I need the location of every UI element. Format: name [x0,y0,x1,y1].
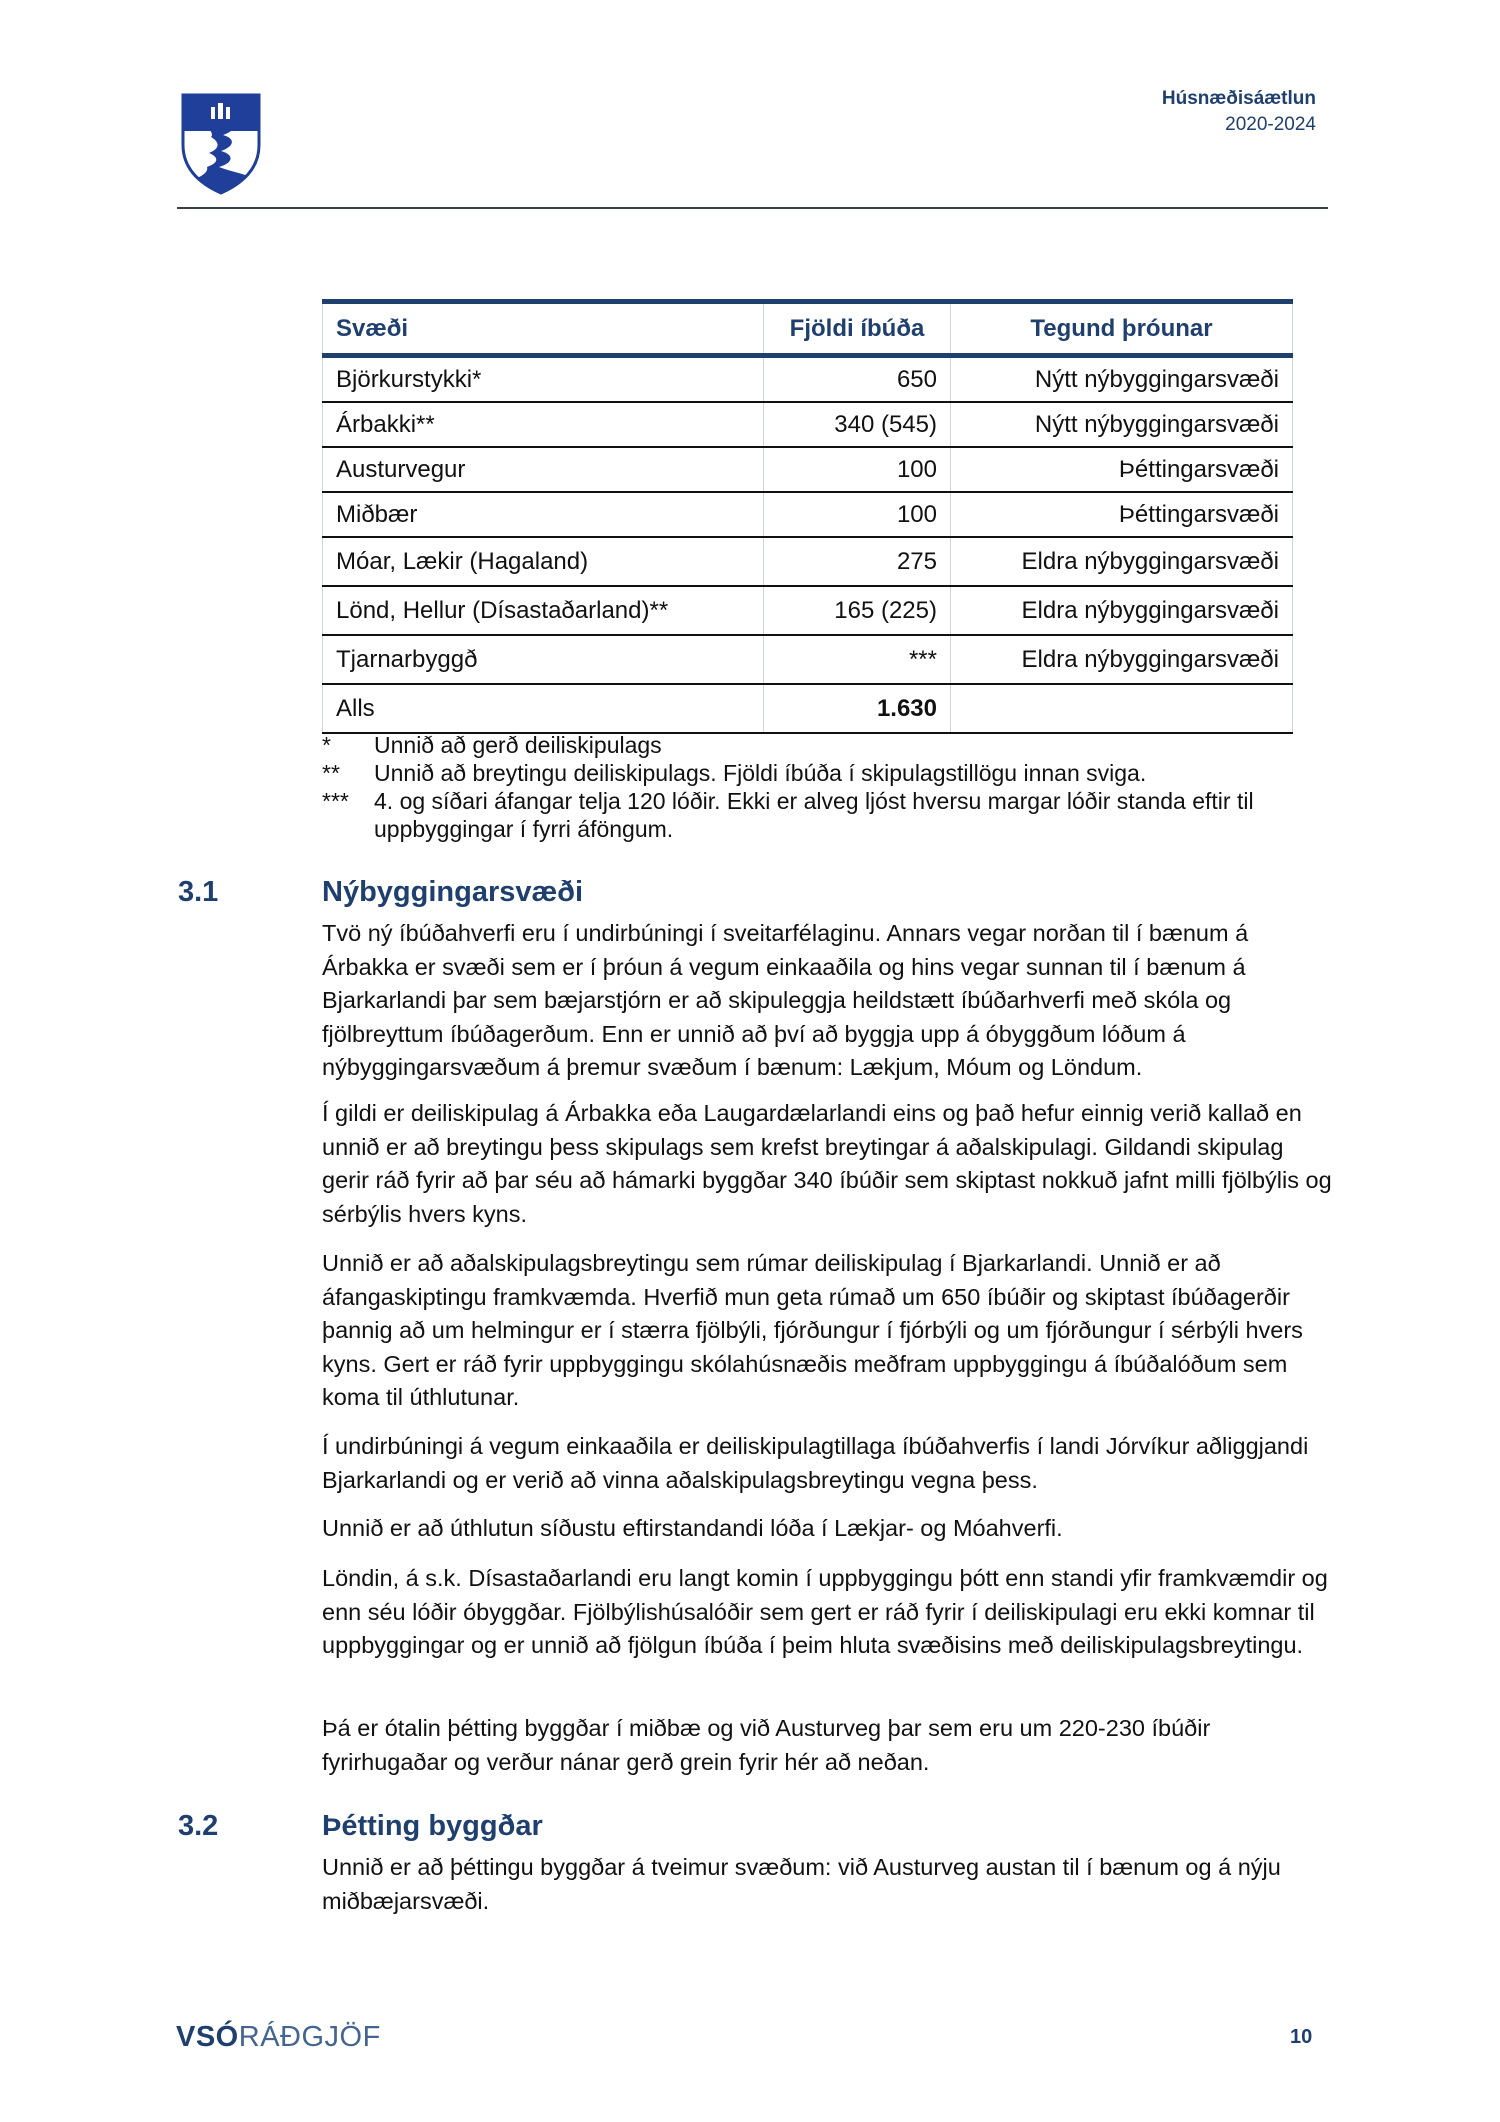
brand-bold: VSÓ [176,2021,239,2053]
cell-total-units: 1.630 [764,684,951,733]
document-title: Húsnæðisáætlun [1161,88,1316,109]
column-header-area: Svæði [323,302,764,356]
footnote [322,787,1332,843]
cell-units: 100 [764,492,951,537]
table-total-row [323,684,1293,733]
paragraph: Tvö ný íbúðahverfi eru í undirbúningi í sveitarfélaginu. Annars vegar norðan til í bænum á Árbakka er svæði sem er í þróun á vegum einkaaðila og hins vegar sunnan til í bænum á Bjarkarlandi þar sem bæjarstjórn er að skipuleggja heildstætt íbúðarhverfi með skóla og fjölbreyttum íbúðagerðum. Enn er unnið að því að byggja upp á óbyggðum lóðum á nýbyggingarsvæðum á þremur svæðum í bænum: Lækjum, Móum og Löndum. [322,920,1249,1080]
footnote-mark: ** [322,760,340,786]
paragraph: Unnið er að þéttingu byggðar á tveimur svæðum: við Austurveg austan til í bænum og á nýju miðbæjarsvæði. [322,1854,1281,1914]
paragraph: Unnið er að aðalskipulagsbreytingu sem rúmar deiliskipulag í Bjarkarlandi. Unnið er að áfangaskiptingu framkvæmda. Hverfið mun geta rúmað um 650 íbúðir og skiptast íbúðagerðir þannig að um helmingur er í stærra fjölbýli, fjórðungur í fjórbýli og um fjórðungur í sérbýli hvers kyns. Gert er ráð fyrir uppbyggingu skólahúsnæðis meðfram uppbyggingu á íbúðalóðum sem koma til úthlutunar. [322,1250,1303,1410]
header-divider [177,207,1328,209]
cell-units: 100 [764,447,951,492]
paragraph: Í gildi er deiliskipulag á Árbakka eða Laugardælarlandi eins og það hefur einnig verið kallað en unnið er að breytingu þess skipulags sem krefst breytingar á aðalskipulagi. Gildandi skipulag gerir ráð fyrir að þar séu að hámarki byggðar 340 íbúðir sem skiptast nokkuð jafnt milli fjölbýlis og sérbýlis hvers kyns. [322,1100,1332,1227]
cell-total-type [951,684,1293,733]
cell-type: Eldra nýbyggingarsvæði [951,635,1293,684]
cell-area: Tjarnarbyggð [323,635,764,684]
page-number: 10 [1290,2026,1313,2048]
table-row [323,447,1293,492]
section-title: Nýbyggingarsvæði [322,876,584,908]
table-row [323,356,1293,403]
column-header-type: Tegund þróunar [951,302,1293,356]
cell-type: Þéttingarsvæði [951,447,1293,492]
cell-type: Eldra nýbyggingarsvæði [951,537,1293,586]
cell-type: Nýtt nýbyggingarsvæði [951,402,1293,447]
vso-radgjof-logo [176,2021,381,2054]
cell-total-label: Alls [323,684,764,733]
cell-units: 275 [764,537,951,586]
footnote-mark: * [322,732,331,758]
paragraph: Þá er ótalin þétting byggðar í miðbæ og við Austurveg þar sem eru um 220-230 íbúðir fyrirhugaðar og verður nánar gerð grein fyrir hér að neðan. [322,1715,1211,1775]
cell-units: 340 (545) [764,402,951,447]
shield-icon [181,93,261,195]
footnote [322,731,1332,759]
cell-type: Eldra nýbyggingarsvæði [951,586,1293,635]
table-row [323,402,1293,447]
housing-areas-table [322,299,1293,734]
footnote-text: 4. og síðari áfangar telja 120 lóðir. Ekki er alveg ljóst hversu margar lóðir standa eftir til uppbyggingar í fyrri áföngum. [374,788,1254,842]
table-row [323,492,1293,537]
section-number: 3.1 [178,876,219,908]
table-row [323,635,1293,684]
footnote [322,759,1332,787]
cell-area: Árbakki** [323,402,764,447]
table-header-row [323,302,1293,356]
cell-area: Móar, Lækir (Hagaland) [323,537,764,586]
document-years: 2020-2024 [1225,114,1316,135]
document-header [1162,86,1316,138]
cell-units: 650 [764,356,951,403]
paragraph: Í undirbúningi á vegum einkaaðila er deiliskipulagtillaga íbúðahverfis í landi Jórvíkur aðliggjandi Bjarkarlandi og er verið að vinna aðalskipulagsbreytingu vegna þess. [322,1433,1309,1493]
cell-units: *** [764,635,951,684]
footnote-text: Unnið að breytingu deiliskipulags. Fjöldi íbúða í skipulagstillögu innan sviga. [374,760,1147,786]
cell-area: Austurvegur [323,447,764,492]
section-title: Þétting byggðar [322,1810,543,1842]
cell-type: Þéttingarsvæði [951,492,1293,537]
section-number: 3.2 [178,1810,219,1842]
cell-units: 165 (225) [764,586,951,635]
cell-area: Lönd, Hellur (Dísastaðarland)** [323,586,764,635]
footnote-mark: *** [322,788,349,814]
municipality-crest-logo [181,93,261,195]
paragraph: Löndin, á s.k. Dísastaðarlandi eru langt komin í uppbyggingu þótt enn standi yfir framkvæmdir og enn séu lóðir óbyggðar. Fjölbýlishúsalóðir sem gert er ráð fyrir í deiliskipulagi eru ekki komnar til uppbyggingar og er unnið að fjölgun íbúða í þeim hluta svæðisins með deiliskipulagsbreytingu. [322,1565,1328,1658]
cell-area: Björkurstykki* [323,356,764,403]
table-row [323,586,1293,635]
paragraph: Unnið er að úthlutun síðustu eftirstandandi lóða í Lækjar- og Móahverfi. [322,1515,1063,1541]
table-footnotes [322,731,1332,843]
column-header-units: Fjöldi íbúða [764,302,951,356]
cell-area: Miðbær [323,492,764,537]
brand-light: RÁÐGJÖF [238,2021,381,2053]
footnote-text: Unnið að gerð deiliskipulags [374,732,662,758]
cell-type: Nýtt nýbyggingarsvæði [951,356,1293,403]
table-row [323,537,1293,586]
